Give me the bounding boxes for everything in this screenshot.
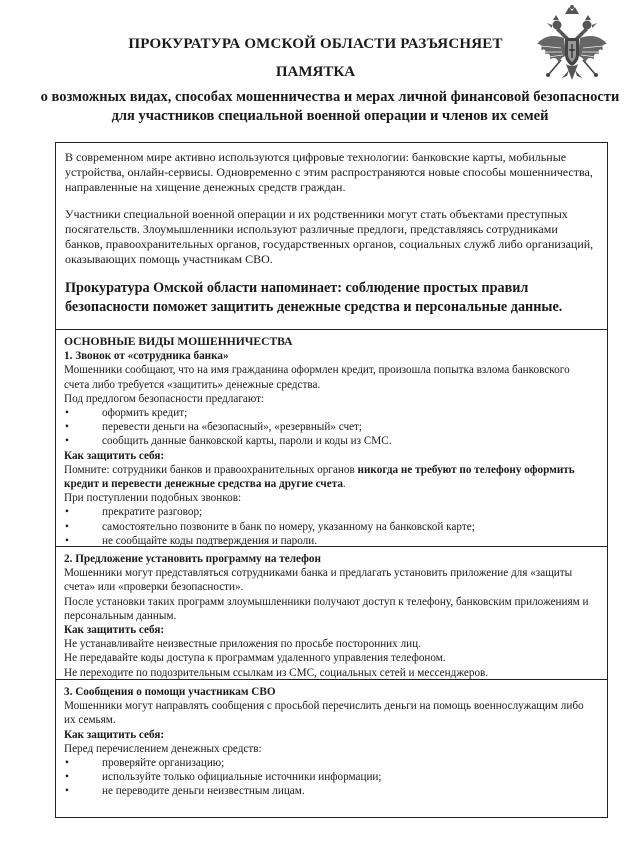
list-item: • перевести деньги на «безопасный», «резервный» счет; [65,421,363,434]
list-item: • используйте только официальные источники информации; [65,771,382,784]
bullet: • [65,506,69,519]
section-3-pretext: Перед перечислением денежных средств: [64,742,262,755]
section-1-when-calls: При поступлении подобных звонков: [64,492,242,505]
list-item: • проверяйте организацию; [65,757,225,770]
section-3-protect-title: Как защитить себя: [64,728,165,741]
section-2-line: Не передавайте коды доступа к программам удаленного управления телефоном. [64,652,446,665]
section-1-pretext: Под предлогом безопасности предлагают: [64,392,265,405]
list-item: • оформить кредит; [65,407,188,420]
section-2-line: Не переходите по подозрительным ссылкам из СМС, социальных сетей и мессенджеров. [64,666,489,679]
bullet: • [65,534,69,547]
bullet: • [65,757,69,770]
section-3-list [64,756,597,799]
section-1-protect-title: Как защитить себя: [64,449,165,462]
main-types-heading: ОСНОВНЫЕ ВИДЫ МОШЕННИЧЕСТВА [64,335,293,348]
section-3-text: Мошенники могут направлять сообщения с просьбой перечислить деньги на помощь военнослужащим либо их семьям. [64,700,584,727]
prosecutor-reminder: Прокуратура Омской области напоминает: соблюдение простых правил безопасности поможет защитить денежные средства и персональные данные. [65,280,563,315]
section-install-app [55,546,608,680]
intro-box [55,142,608,330]
section-2-text-2: После установки таких программ злоумышленники получают доступ к телефону, банковским приложениям и персональным данным. [64,595,589,622]
section-1-action-list [64,505,597,548]
section-2-protect-title: Как защитить себя: [64,624,165,637]
memo-title: ПАМЯТКА [275,64,356,80]
list-item: • сообщить данные банковской карты, пароли и коды из СМС. [65,435,392,448]
section-1-remember: Помните: сотрудники банков и правоохранительных органов никогда не требуют по телефону оформить кредит и перевести денежные средства на другие счета. [64,463,575,491]
list-item: • не сообщайте коды подтверждения и пароли. [65,534,318,547]
organization-heading: ПРОКУРАТУРА ОМСКОЙ ОБЛАСТИ РАЗЪЯСНЯЕТ [128,36,503,52]
section-1-scam-list [64,406,597,449]
section-svo-help-messages [55,679,608,818]
list-item: • самостоятельно позвоните в банк по номеру, указанному на банковской карте; [65,520,475,533]
list-item: • не переводите деньги неизвестным лицам. [65,785,305,798]
bullet: • [65,435,69,448]
section-2-title: 2. Предложение установить программу на телефон [64,553,321,565]
intro-paragraph-2: Участники специальной военной операции и их родственники могут стать объектами преступных посягательств. Злоумышленники используют различные предлоги, представляясь сотрудниками банков, правоохранительных органов, государственных органов, социальных служб либо организаций, оказывающих помощь участникам СВО. [65,207,594,266]
section-2-text-1: Мошенники могут представляться сотрудниками банка и предлагать установить приложение для «защиты счета» или «проверки безопасности». [64,567,573,594]
bullet: • [65,407,69,420]
list-item: • прекратите разговор; [65,506,203,519]
intro-paragraph-1: В современном мире активно используются цифровые технологии: банковские карты, мобильные устройства, онлайн-сервисы. Одновременно с этим распространяются новые способы мошенничества, направленные на хищение денежных средств граждан. [65,150,593,194]
section-1-text: Мошенники сообщают, что на имя гражданина оформлен кредит, произошла попытка взлома банковского счета либо требуется «защитить» денежные средства. [64,364,570,391]
section-1-title: 1. Звонок от «сотрудника банка» [64,350,229,363]
section-3-title: 3. Сообщения о помощи участникам СВО [64,686,276,698]
memo-subtitle: о возможных видах, способах мошенничества и мерах личной финансовой безопасности для участников специальной военной операции и членов их семей [40,89,620,124]
bullet: • [65,771,69,784]
bullet: • [65,785,69,798]
section-2-line: Не устанавливайте неизвестные приложения по просьбе посторонних лиц. [64,638,421,651]
bullet: • [65,421,69,434]
section-bank-call [55,329,608,547]
bullet: • [65,520,69,533]
